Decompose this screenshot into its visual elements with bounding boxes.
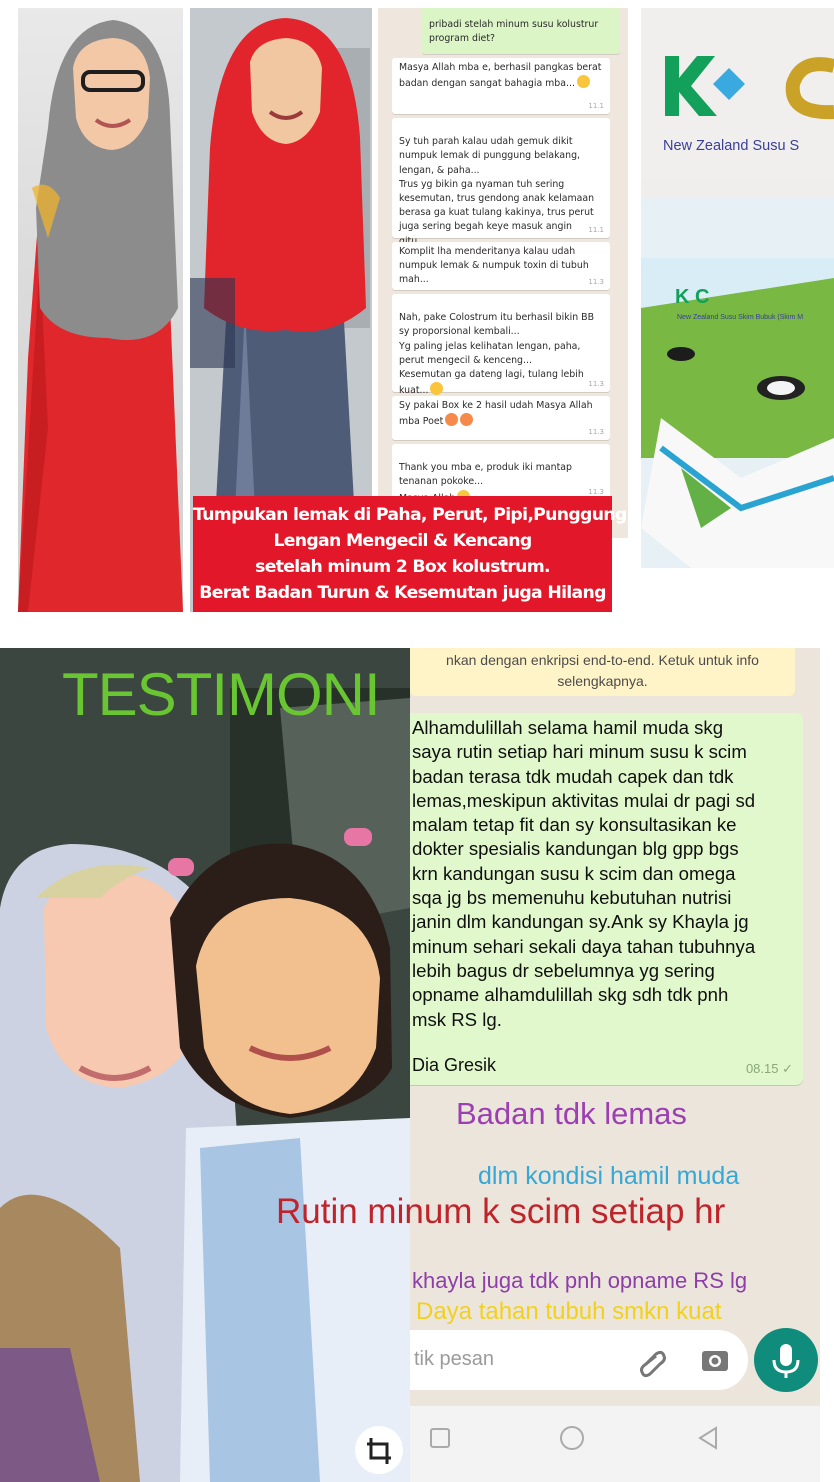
chat-message-text: Nah, pake Colostrum itu berhasil bikin BB sy proporsional kembali... Yg paling jelas kelihatan lengan, paha, perut mengecil & kenceng... Kesemutan ga dateng lagi, tulang lebih kuat... xyxy=(399,312,595,397)
product-box-logo: K C xyxy=(675,286,710,308)
product-subtitle: New Zealand Susu S xyxy=(663,138,800,154)
camera-icon[interactable] xyxy=(700,1346,730,1379)
selfie-photo xyxy=(0,648,410,1482)
overlay-caption: khayla juga tdk pnh opname RS lg xyxy=(412,1268,748,1293)
message-time: 11.3 xyxy=(588,427,604,436)
encryption-notice[interactable] xyxy=(410,648,795,696)
message-time: 11.1 xyxy=(588,225,604,234)
message-time: 08.15 ✓ xyxy=(745,1061,793,1076)
banner-line: Tumpukan lemak di Paha, Perut, Pipi,Punggung, xyxy=(193,505,633,525)
promo-banner xyxy=(193,496,633,612)
testimonial-photo-before xyxy=(18,8,183,612)
square-nav-icon[interactable] xyxy=(428,1426,452,1455)
banner-line: Berat Badan Turun & Kesemutan juga Hilang xyxy=(199,583,606,603)
product-box-image xyxy=(641,8,834,568)
chat-message-text: Komplit lha menderitanya kalau udah numpuk lemak & numpuk toxin di tubuh mah... xyxy=(399,246,589,286)
message-input-placeholder: tik pesan xyxy=(414,1348,495,1370)
message-time: 11.3 xyxy=(588,379,604,388)
message-input-bar[interactable] xyxy=(410,1330,748,1390)
chat-message-text: Masya Allah mba e, berhasil pangkas berat badan dengan sangat bahagia mba... xyxy=(399,62,602,90)
message-time: 11.3 xyxy=(588,277,604,286)
mic-button[interactable] xyxy=(754,1328,818,1392)
android-nav-bar xyxy=(410,1406,820,1482)
chat-bubble xyxy=(392,58,610,114)
chat-bubble xyxy=(392,396,610,440)
chat-bubble xyxy=(392,118,610,238)
overlay-caption: dlm kondisi hamil muda xyxy=(478,1162,740,1190)
chat-screenshot-bottom xyxy=(410,648,820,1482)
chat-bubble-outgoing xyxy=(422,8,620,54)
crop-icon[interactable] xyxy=(355,1426,403,1474)
chat-message-text: pribadi stelah minum susu kolustrur program diet? xyxy=(429,19,599,45)
grin-emoji-icon xyxy=(430,382,443,395)
message-time: 11.3 xyxy=(588,487,604,496)
overlay-caption: Rutin minum k scim setiap hr xyxy=(276,1192,726,1231)
product-box-subtitle: New Zealand Susu Skim Bubuk (Skim M xyxy=(677,314,804,321)
chat-message-text: Sy pakai Box ke 2 hasil udah Masya Allah mba Poet xyxy=(399,400,593,428)
chat-bubble-testimonial xyxy=(410,713,803,1085)
overlay-caption: Daya tahan tubuh smkn kuat xyxy=(416,1298,722,1325)
heart-eyes-emoji-icon xyxy=(460,413,473,426)
chat-screenshot-top xyxy=(378,8,628,538)
message-time: 11.1 xyxy=(588,101,604,110)
mic-icon xyxy=(754,1328,818,1392)
overlay-caption: Badan tdk lemas xyxy=(456,1096,687,1131)
attach-icon[interactable] xyxy=(636,1344,670,1383)
chat-bubble xyxy=(392,242,610,290)
chat-message-text: Sy tuh parah kalau udah gemuk dikit numpuk lemak di punggung belakang, lengan, & paha... Trus yg bikin ga nyaman tuh sering kesemutan, trus gendong anak kelamaan berasa ga kuat tulang kakinya, trus perut juga sering begah keye masuk angin xyxy=(399,136,595,233)
testimonial-message: Alhamdulillah selama hamil muda skg saya rutin setiap hari minum susu k scim badan terasa tdk mudah capek dan tdk lemas,meskipun aktivitas mulai dr pagi sd malam tetap fit dan sy konsultasikan ke dokter spesialis kandungan blg gpp bgs krn kandungan susu k scim dan omega sqa jg bs memenuhu kebutuhan nutrisi janin dlm kandungan sy.Ank sy Khayla jg minum sehari sekali daya tahan tubuhnya lebih bagus dr sebelumnya yg sering opname alhamdulillah skg sdh tdk pnh msk RS lg. xyxy=(412,717,756,1030)
heart-eyes-emoji-icon xyxy=(445,413,458,426)
encryption-notice-line: nkan dengan enkripsi end-to-end. Ketuk untuk info xyxy=(446,652,759,668)
smile-emoji-icon xyxy=(577,75,590,88)
chat-bubble xyxy=(392,294,610,397)
message-signature: Dia Gresik xyxy=(412,1055,497,1075)
chat-bubble xyxy=(392,444,610,500)
testimoni-title: TESTIMONI xyxy=(62,661,380,728)
banner-line: Lengan Mengecil & Kencang xyxy=(273,531,532,551)
back-nav-icon[interactable] xyxy=(694,1424,722,1457)
chat-message-text: Thank you mba e, produk iki mantap tenanan pokoke... xyxy=(399,462,572,488)
encryption-notice-line: selengkapnya. xyxy=(557,673,648,689)
circle-nav-icon[interactable] xyxy=(558,1424,586,1457)
banner-line: setelah minum 2 Box kolustrum. xyxy=(255,557,550,577)
